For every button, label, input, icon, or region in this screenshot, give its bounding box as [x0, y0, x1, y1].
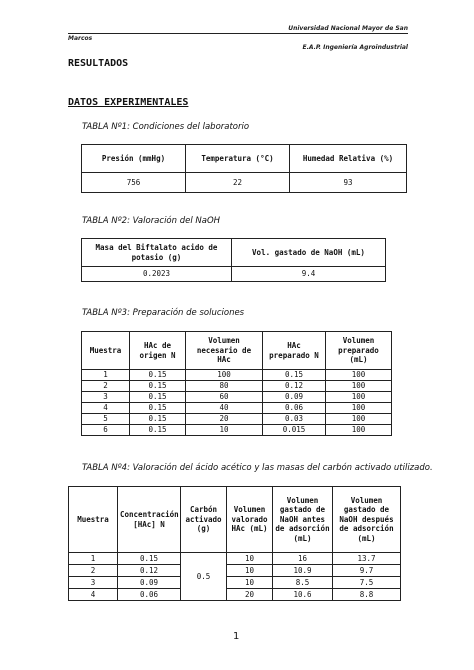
table-cell: 0.2023 [82, 267, 232, 282]
table-cell: 0.15 [130, 403, 186, 414]
merged-carbon-cell: 0.5 [181, 553, 227, 601]
table-cell: 0.15 [130, 392, 186, 403]
table-cell: 756 [82, 173, 186, 193]
table-row [82, 414, 392, 425]
table-cell: 3 [82, 392, 130, 403]
table-cell: 80 [186, 381, 263, 392]
header-cell: Concentración [HAc] N [118, 487, 181, 553]
header-rule [68, 33, 408, 34]
header-cell: Carbón activado (g) [181, 487, 227, 553]
table1-caption: TABLA Nº1: Condiciones del laboratorio [82, 122, 250, 132]
table-row [69, 577, 401, 589]
table-cell: 5 [82, 414, 130, 425]
table-cell: 13.7 [333, 553, 401, 565]
table-cell: 20 [186, 414, 263, 425]
table-cell: 9.7 [333, 565, 401, 577]
table-header-row [69, 487, 401, 553]
table3-caption: TABLA Nº3: Preparación de soluciones [82, 308, 245, 318]
table-naoh-titration [81, 238, 386, 282]
table-cell: 0.12 [118, 565, 181, 577]
table-acetic-acid-titration [68, 486, 401, 601]
table-cell: 1 [69, 553, 118, 565]
table-cell: 0.15 [118, 553, 181, 565]
table-cell: 2 [69, 565, 118, 577]
page-number: 1 [233, 631, 240, 642]
table-cell: 100 [326, 414, 392, 425]
table-cell: 3 [69, 577, 118, 589]
header-cell: Volumen gastado de NaOH después de adsorción (mL) [333, 487, 401, 553]
header-university: Universidad Nacional Mayor de San [288, 25, 408, 32]
table-cell: 8.5 [273, 577, 333, 589]
table-row [82, 173, 407, 193]
header-cell: HAc preparado N [263, 332, 326, 370]
header-cell: Volumen valorado HAc (mL) [227, 487, 273, 553]
header-cell: Volumen preparado (mL) [326, 332, 392, 370]
table-row [82, 425, 392, 436]
table-cell: 100 [326, 370, 392, 381]
table-row [82, 381, 392, 392]
table2-caption: TABLA Nº2: Valoración del NaOH [82, 216, 221, 226]
table-cell: 10.9 [273, 565, 333, 577]
table-cell: 9.4 [232, 267, 386, 282]
table-cell: 4 [82, 403, 130, 414]
table-cell: 10 [227, 565, 273, 577]
table-solution-preparation [81, 331, 392, 436]
table-cell: 0.09 [263, 392, 326, 403]
table-cell: 100 [326, 425, 392, 436]
header-cell: Volumen necesario de HAc [186, 332, 263, 370]
section-title: RESULTADOS [68, 58, 129, 69]
table-cell: 100 [326, 392, 392, 403]
table-header-row [82, 332, 392, 370]
header-university-cont: Marcos [68, 35, 93, 42]
table-row [82, 403, 392, 414]
table-cell: 22 [186, 173, 290, 193]
table-header-row [82, 145, 407, 173]
header-cell: Humedad Relativa (%) [290, 145, 407, 173]
table-row [69, 553, 401, 565]
header-cell: Masa del Biftalato acido de potasio (g) [82, 239, 232, 267]
table-cell: 2 [82, 381, 130, 392]
table-cell: 40 [186, 403, 263, 414]
table-cell: 7.5 [333, 577, 401, 589]
header-cell: HAc de origen N [130, 332, 186, 370]
table-cell: 10.6 [273, 589, 333, 601]
table-cell: 6 [82, 425, 130, 436]
header-cell: Volumen gastado de NaOH antes de adsorción (mL) [273, 487, 333, 553]
table-cell: 0.09 [118, 577, 181, 589]
table-cell: 100 [186, 370, 263, 381]
header-school: E.A.P. Ingeniería Agroindustrial [302, 44, 408, 51]
table-cell: 60 [186, 392, 263, 403]
header-cell: Presión (mmHg) [82, 145, 186, 173]
table-row [82, 267, 386, 282]
table-cell: 4 [69, 589, 118, 601]
table-cell: 10 [227, 553, 273, 565]
header-cell: Muestra [69, 487, 118, 553]
header-cell: Muestra [82, 332, 130, 370]
table-cell: 100 [326, 403, 392, 414]
table-cell: 0.03 [263, 414, 326, 425]
table-cell: 16 [273, 553, 333, 565]
table-row [69, 565, 401, 577]
table-cell: 0.015 [263, 425, 326, 436]
table4-caption: TABLA Nº4: Valoración del ácido acético y las masas del carbón activado utilizado. [82, 463, 433, 473]
table-cell: 93 [290, 173, 407, 193]
table-cell: 100 [326, 381, 392, 392]
table-cell: 8.8 [333, 589, 401, 601]
table-cell: 0.15 [130, 414, 186, 425]
table-row [82, 370, 392, 381]
table-cell: 10 [227, 577, 273, 589]
table-cell: 20 [227, 589, 273, 601]
table-cell: 0.15 [130, 370, 186, 381]
table-row [69, 589, 401, 601]
table-cell: 0.12 [263, 381, 326, 392]
table-row [82, 392, 392, 403]
header-cell: Temperatura (°C) [186, 145, 290, 173]
header-cell: Vol. gastado de NaOH (mL) [232, 239, 386, 267]
table-cell: 0.15 [130, 381, 186, 392]
table-cell: 10 [186, 425, 263, 436]
subsection-title: DATOS EXPERIMENTALES [68, 97, 189, 108]
table-cell: 0.06 [263, 403, 326, 414]
table-cell: 0.06 [118, 589, 181, 601]
table-cell: 0.15 [130, 425, 186, 436]
table-laboratory-conditions [81, 144, 407, 193]
table-cell: 1 [82, 370, 130, 381]
table-cell: 0.15 [263, 370, 326, 381]
table-header-row [82, 239, 386, 267]
